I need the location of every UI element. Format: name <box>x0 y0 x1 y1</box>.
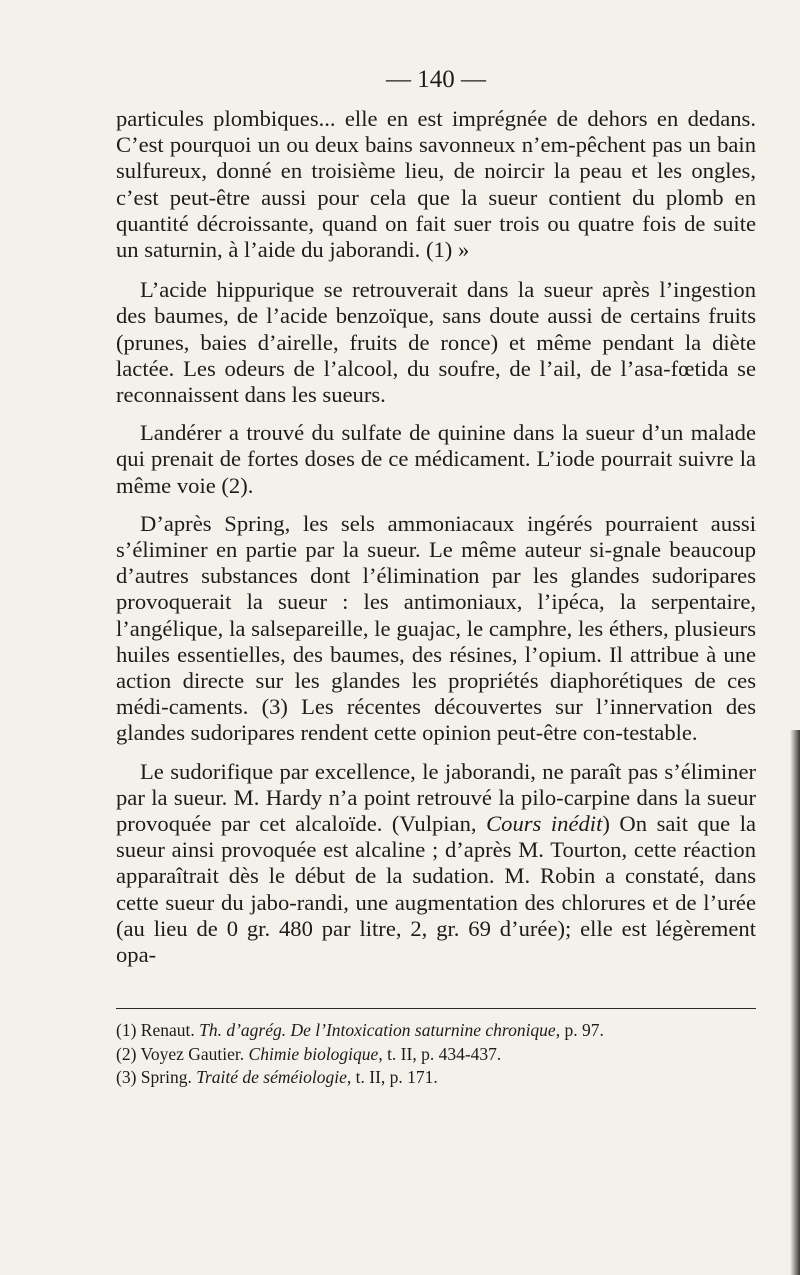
footnote-ref: , p. 97. <box>555 1020 604 1041</box>
paragraph-5-text-b: ) On sait que la sueur ainsi provoquée est alcaline ; d’après M. Tourton, cette réaction apparaîtrait dès le début de la sudation. M. Robin a constaté, dans cette sueur du jabo-randi, une augmentation des chlorures et de l’urée (au lieu de 0 gr. 480 par litre, 2, gr. 69 d’urée); elle est légèrement opa- <box>116 811 756 968</box>
footnote-2 <box>116 1043 756 1067</box>
footnote-3 <box>116 1066 756 1090</box>
paragraph-1: particules plombiques... elle en est imprégnée de dehors en dedans. C’est pourquoi un ou deux bains savonneux n’em-pêchent pas un bain sulfureux, donné en troisième lieu, de noircir la peau et les ongles, c’est peut-être aussi pour cela que la sueur contient du plomb en quantité décroissante, quand on fait suer trois ou quatre fois de suite un saturnin, à l’aide du jaborandi. (1) » <box>116 106 756 263</box>
book-page <box>116 66 756 1090</box>
footnote-1 <box>116 1019 756 1043</box>
footnote-ref: , t. II, p. 171. <box>346 1067 438 1088</box>
footnote-author: Voyez Gautier. <box>140 1043 245 1064</box>
page-number: — 140 — <box>386 66 486 93</box>
footnote-title: Th. d’agrég. De l’Intoxication saturnine chronique <box>199 1020 556 1041</box>
paragraph-5-text-a: Le sudorifique par excellence, le jaborandi, ne paraît pas s’éliminer par la sueur. M. Hardy n’a point retrouvé la pilo-carpine dans la sueur provoquée par cet alcaloïde. (Vulpian, <box>116 758 756 837</box>
paragraph-4: D’après Spring, les sels ammoniacaux ingérés pourraient aussi s’éliminer en partie par la sueur. Le même auteur si-gnale beaucoup d’autres substances dont l’élimination par les glandes sudoripares provoquerait la sueur : les antimoniaux, l’ipéca, la serpentaire, l’angélique, la salsepareille, le guajac, le camphre, les éthers, plusieurs huiles essentielles, des baumes, des résines, l’opium. Il attribue à une action directe sur les glandes les propriétés diaphorétiques de ces médi-caments. (3) Les récentes découvertes sur l’innervation des glandes sudoripares rendent cette opinion peut-être con-testable. <box>116 510 756 746</box>
footnote-marker: (2) <box>116 1043 137 1064</box>
footnotes <box>116 1019 756 1090</box>
paragraph-5-italic: Cours inédit <box>486 811 603 837</box>
paragraph-5 <box>116 759 756 969</box>
page-edge-shadow <box>790 730 800 1275</box>
footnote-title: Traité de séméiologie <box>196 1067 347 1088</box>
footnote-ref: , t. II, p. 434-437. <box>378 1043 502 1064</box>
footnote-author: Spring. <box>140 1067 192 1088</box>
footnote-marker: (3) <box>116 1067 137 1088</box>
footnote-divider <box>116 1008 756 1009</box>
footnote-title: Chimie biologique <box>248 1043 379 1064</box>
footnote-marker: (1) <box>116 1020 137 1041</box>
footnote-author: Renaut. <box>140 1020 195 1041</box>
paragraph-2: L’acide hippurique se retrouverait dans la sueur après l’ingestion des baumes, de l’acide benzoïque, sans doute aussi de certains fruits (prunes, baies d’airelle, fruits de ronce) et même pendant la diète lactée. Les odeurs de l’alcool, du soufre, de l’ail, de l’asa-fœtida se reconnaissent dans les sueurs. <box>116 277 756 408</box>
paragraph-3: Landérer a trouvé du sulfate de quinine dans la sueur d’un malade qui prenait de fortes doses de ce médicament. L’iode pourrait suivre la même voie (2). <box>116 420 756 498</box>
